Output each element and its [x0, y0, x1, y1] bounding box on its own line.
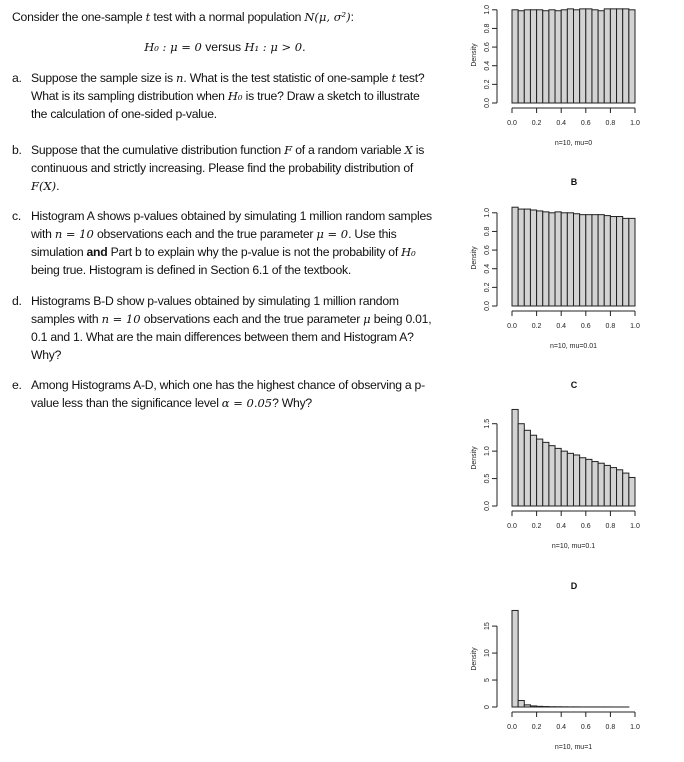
x-tick-label: 0.2: [532, 323, 542, 330]
histogram-bar: [512, 610, 518, 707]
y-tick-label: 1.0: [484, 208, 491, 218]
text-segment: test? What is its sampling distribution when: [31, 71, 424, 103]
x-tick-label: 0.2: [532, 523, 542, 530]
y-tick-label: 0.4: [484, 264, 491, 274]
x-tick-label: 0.8: [606, 120, 616, 127]
y-tick-label: 0.8: [484, 226, 491, 236]
histogram-bar: [524, 705, 530, 707]
text-segment: ? Why?: [272, 396, 312, 410]
text-segment: observations each and the true parameter: [94, 227, 317, 241]
histogram-bar: [592, 462, 598, 506]
histogram-bar: [530, 435, 536, 506]
part-label: c.: [12, 207, 21, 225]
histogram-bar: [518, 209, 524, 306]
histogram-bar: [530, 706, 536, 707]
math-expression: N(μ, σ²): [304, 10, 350, 24]
histogram-d-title: D: [554, 581, 594, 591]
x-tick-label: 0.2: [532, 120, 542, 127]
math-expression: H₁ : μ > 0.: [245, 40, 306, 54]
histogram-bar: [592, 215, 598, 306]
y-axis-label: Density: [471, 246, 478, 270]
text-segment: . What is the test statistic of one-sample: [183, 71, 391, 85]
math-expression: n = 10: [55, 227, 94, 241]
histogram-a: [470, 0, 684, 158]
histogram-bar: [549, 10, 555, 103]
histogram-bar: [623, 473, 629, 506]
x-tick-label: 0.0: [507, 523, 517, 530]
part-label: d.: [12, 292, 22, 310]
text-segment: Histogram A shows p-values obtained by simulating 1 million random samples with: [31, 209, 432, 241]
histogram-bar: [580, 9, 586, 103]
x-tick-label: 0.4: [556, 323, 566, 330]
y-tick-label: 0.8: [484, 23, 491, 33]
y-tick-label: 0.5: [484, 474, 491, 484]
histogram-c-title: C: [554, 380, 594, 390]
histogram-bar: [537, 211, 543, 306]
part-label: e.: [12, 376, 22, 394]
histogram-bar: [629, 218, 635, 306]
text-segment: is true? Draw a sketch to illustrate the calculation of one-sided p-value.: [31, 89, 420, 121]
math-expression: X: [404, 143, 412, 157]
text-segment: being true. Histogram is defined in Section 6.1 of the textbook.: [31, 263, 351, 277]
y-tick-label: 0: [484, 705, 491, 709]
math-expression: H₀: [228, 89, 243, 103]
histogram-bar: [598, 463, 604, 506]
histogram-bar: [512, 10, 518, 103]
histogram-bar: [592, 10, 598, 103]
text-segment: Among Histograms A-D, which one has the highest chance of observing a p-value less than the significance level: [31, 378, 425, 410]
histogram-bar: [524, 10, 530, 103]
y-tick-label: 1.0: [484, 5, 491, 15]
histogram-bar: [543, 11, 549, 103]
intro-text: [12, 8, 437, 26]
y-tick-label: 1.5: [484, 419, 491, 429]
y-tick-label: 0.0: [484, 301, 491, 311]
y-tick-label: 0.4: [484, 61, 491, 71]
histogram-bar: [561, 213, 567, 306]
histogram-bar: [617, 9, 623, 103]
text-segment: is continuous and strictly increasing. Please find the probability distribution of: [31, 143, 424, 175]
y-tick-label: 15: [484, 622, 491, 630]
y-tick-label: 0.0: [484, 98, 491, 108]
histogram-bar: [574, 10, 580, 103]
y-tick-label: 0.2: [484, 79, 491, 89]
histogram-bar: [617, 470, 623, 506]
y-tick-label: 0.6: [484, 42, 491, 52]
histogram-bar: [623, 9, 629, 103]
text-segment: .: [56, 179, 59, 193]
x-tick-label: 0.8: [606, 323, 616, 330]
part-d: [12, 292, 437, 364]
histogram-bar: [598, 215, 604, 306]
math-expression: F(X): [31, 179, 56, 193]
histogram-bar: [543, 212, 549, 306]
x-tick-label: 0.6: [581, 523, 591, 530]
text-segment: :: [351, 10, 354, 24]
text-segment: being 0.01, 0.1 and 1. What are the main differences between them and Histogram A? Why?: [31, 312, 431, 362]
histogram-b-title: B: [554, 177, 594, 187]
y-tick-label: 1.0: [484, 446, 491, 456]
histogram-bar: [537, 706, 543, 707]
histogram-bar: [549, 213, 555, 306]
math-expression: H₀ : μ = 0: [144, 40, 202, 54]
x-axis-label: n=10, mu=1: [555, 744, 592, 751]
math-expression: F: [284, 143, 292, 157]
x-tick-label: 0.0: [507, 323, 517, 330]
y-tick-label: 0.0: [484, 501, 491, 511]
x-tick-label: 1.0: [630, 323, 640, 330]
part-label: b.: [12, 141, 22, 159]
x-tick-label: 0.8: [606, 523, 616, 530]
text-segment: Part b to explain why the p-value is not the probability of: [107, 245, 401, 259]
text-segment: . Use this simulation: [31, 227, 396, 259]
histogram-bar: [518, 11, 524, 103]
hypothesis: [0, 40, 450, 54]
part-a: [12, 69, 437, 123]
math-expression: μ = 0: [316, 227, 348, 241]
x-tick-label: 1.0: [630, 724, 640, 731]
histogram-bar: [524, 430, 530, 506]
text-segment: Suppose that the cumulative distribution function: [31, 143, 284, 157]
histogram-bar: [567, 9, 573, 103]
text-segment: Suppose the sample size is: [31, 71, 176, 85]
y-tick-label: 0.6: [484, 245, 491, 255]
y-axis-label: Density: [471, 647, 478, 671]
x-tick-label: 0.6: [581, 724, 591, 731]
histogram-b: [470, 186, 684, 361]
text-segment: test with a normal population: [150, 10, 304, 24]
text-segment: Histograms B-D show p-values obtained by simulating 1 million random samples with: [31, 294, 399, 326]
y-tick-label: 10: [484, 649, 491, 657]
math-expression: α = 0.05: [222, 396, 272, 410]
x-tick-label: 0.2: [532, 724, 542, 731]
histogram-bar: [561, 10, 567, 103]
histogram-bar: [537, 439, 543, 506]
bold-text: and: [87, 245, 108, 259]
histogram-bar: [561, 451, 567, 506]
histogram-bar: [512, 409, 518, 506]
histogram-bar: [555, 448, 561, 506]
math-expression: μ: [363, 312, 370, 326]
histogram-bar: [610, 468, 616, 506]
text-segment: of a random variable: [292, 143, 404, 157]
histogram-bar: [549, 446, 555, 506]
part-label: a.: [12, 69, 22, 87]
histogram-bar: [586, 459, 592, 506]
histogram-bar: [580, 215, 586, 306]
histogram-bar: [512, 207, 518, 306]
histogram-bar: [610, 217, 616, 306]
math-expression: n = 10: [102, 312, 141, 326]
part-c: [12, 207, 437, 279]
x-axis-label: n=10, mu=0.1: [552, 543, 595, 550]
text-segment: Consider the one-sample: [12, 10, 146, 24]
histogram-bar: [604, 9, 610, 103]
histogram-bar: [530, 10, 536, 103]
histogram-c: [470, 386, 684, 561]
text-segment: versus: [202, 40, 245, 54]
histogram-bar: [586, 215, 592, 306]
histogram-bar: [567, 213, 573, 306]
math-expression: H₀: [401, 245, 416, 259]
part-b: [12, 141, 437, 195]
histogram-bar: [586, 9, 592, 103]
x-tick-label: 0.0: [507, 120, 517, 127]
x-axis-label: n=10, mu=0: [555, 140, 592, 147]
histogram-bar: [518, 701, 524, 707]
histogram-bar: [580, 458, 586, 506]
histogram-bar: [629, 477, 635, 506]
y-axis-label: Density: [471, 446, 478, 470]
histogram-bar: [537, 10, 543, 103]
x-axis-label: n=10, mu=0.01: [550, 343, 597, 350]
math-expression: n: [176, 71, 183, 85]
x-tick-label: 0.4: [556, 523, 566, 530]
histogram-bar: [543, 442, 549, 506]
histogram-bar: [555, 11, 561, 103]
histogram-bar: [524, 209, 530, 306]
part-e: [12, 376, 437, 412]
histogram-bar: [598, 11, 604, 103]
histogram-bar: [530, 210, 536, 306]
x-tick-label: 0.6: [581, 120, 591, 127]
math-expression: t: [391, 71, 396, 85]
x-tick-label: 0.6: [581, 323, 591, 330]
histogram-bar: [518, 424, 524, 506]
histogram-d: [470, 587, 684, 762]
x-tick-label: 0.4: [556, 120, 566, 127]
y-axis-label: Density: [471, 43, 478, 67]
y-tick-label: 0.2: [484, 282, 491, 292]
histogram-bar: [567, 453, 573, 506]
histogram-bar: [574, 455, 580, 506]
histogram-bar: [604, 216, 610, 306]
histogram-bar: [629, 10, 635, 103]
x-tick-label: 1.0: [630, 523, 640, 530]
math-expression: t: [146, 10, 151, 24]
histogram-bar: [574, 214, 580, 306]
x-tick-label: 0.8: [606, 724, 616, 731]
y-tick-label: 5: [484, 678, 491, 682]
histogram-bar: [555, 212, 561, 306]
x-tick-label: 1.0: [630, 120, 640, 127]
histogram-bar: [610, 9, 616, 103]
x-tick-label: 0.4: [556, 724, 566, 731]
text-segment: observations each and the true parameter: [141, 312, 364, 326]
histogram-bar: [623, 218, 629, 306]
histogram-bar: [604, 465, 610, 506]
histogram-bar: [617, 217, 623, 306]
x-tick-label: 0.0: [507, 724, 517, 731]
